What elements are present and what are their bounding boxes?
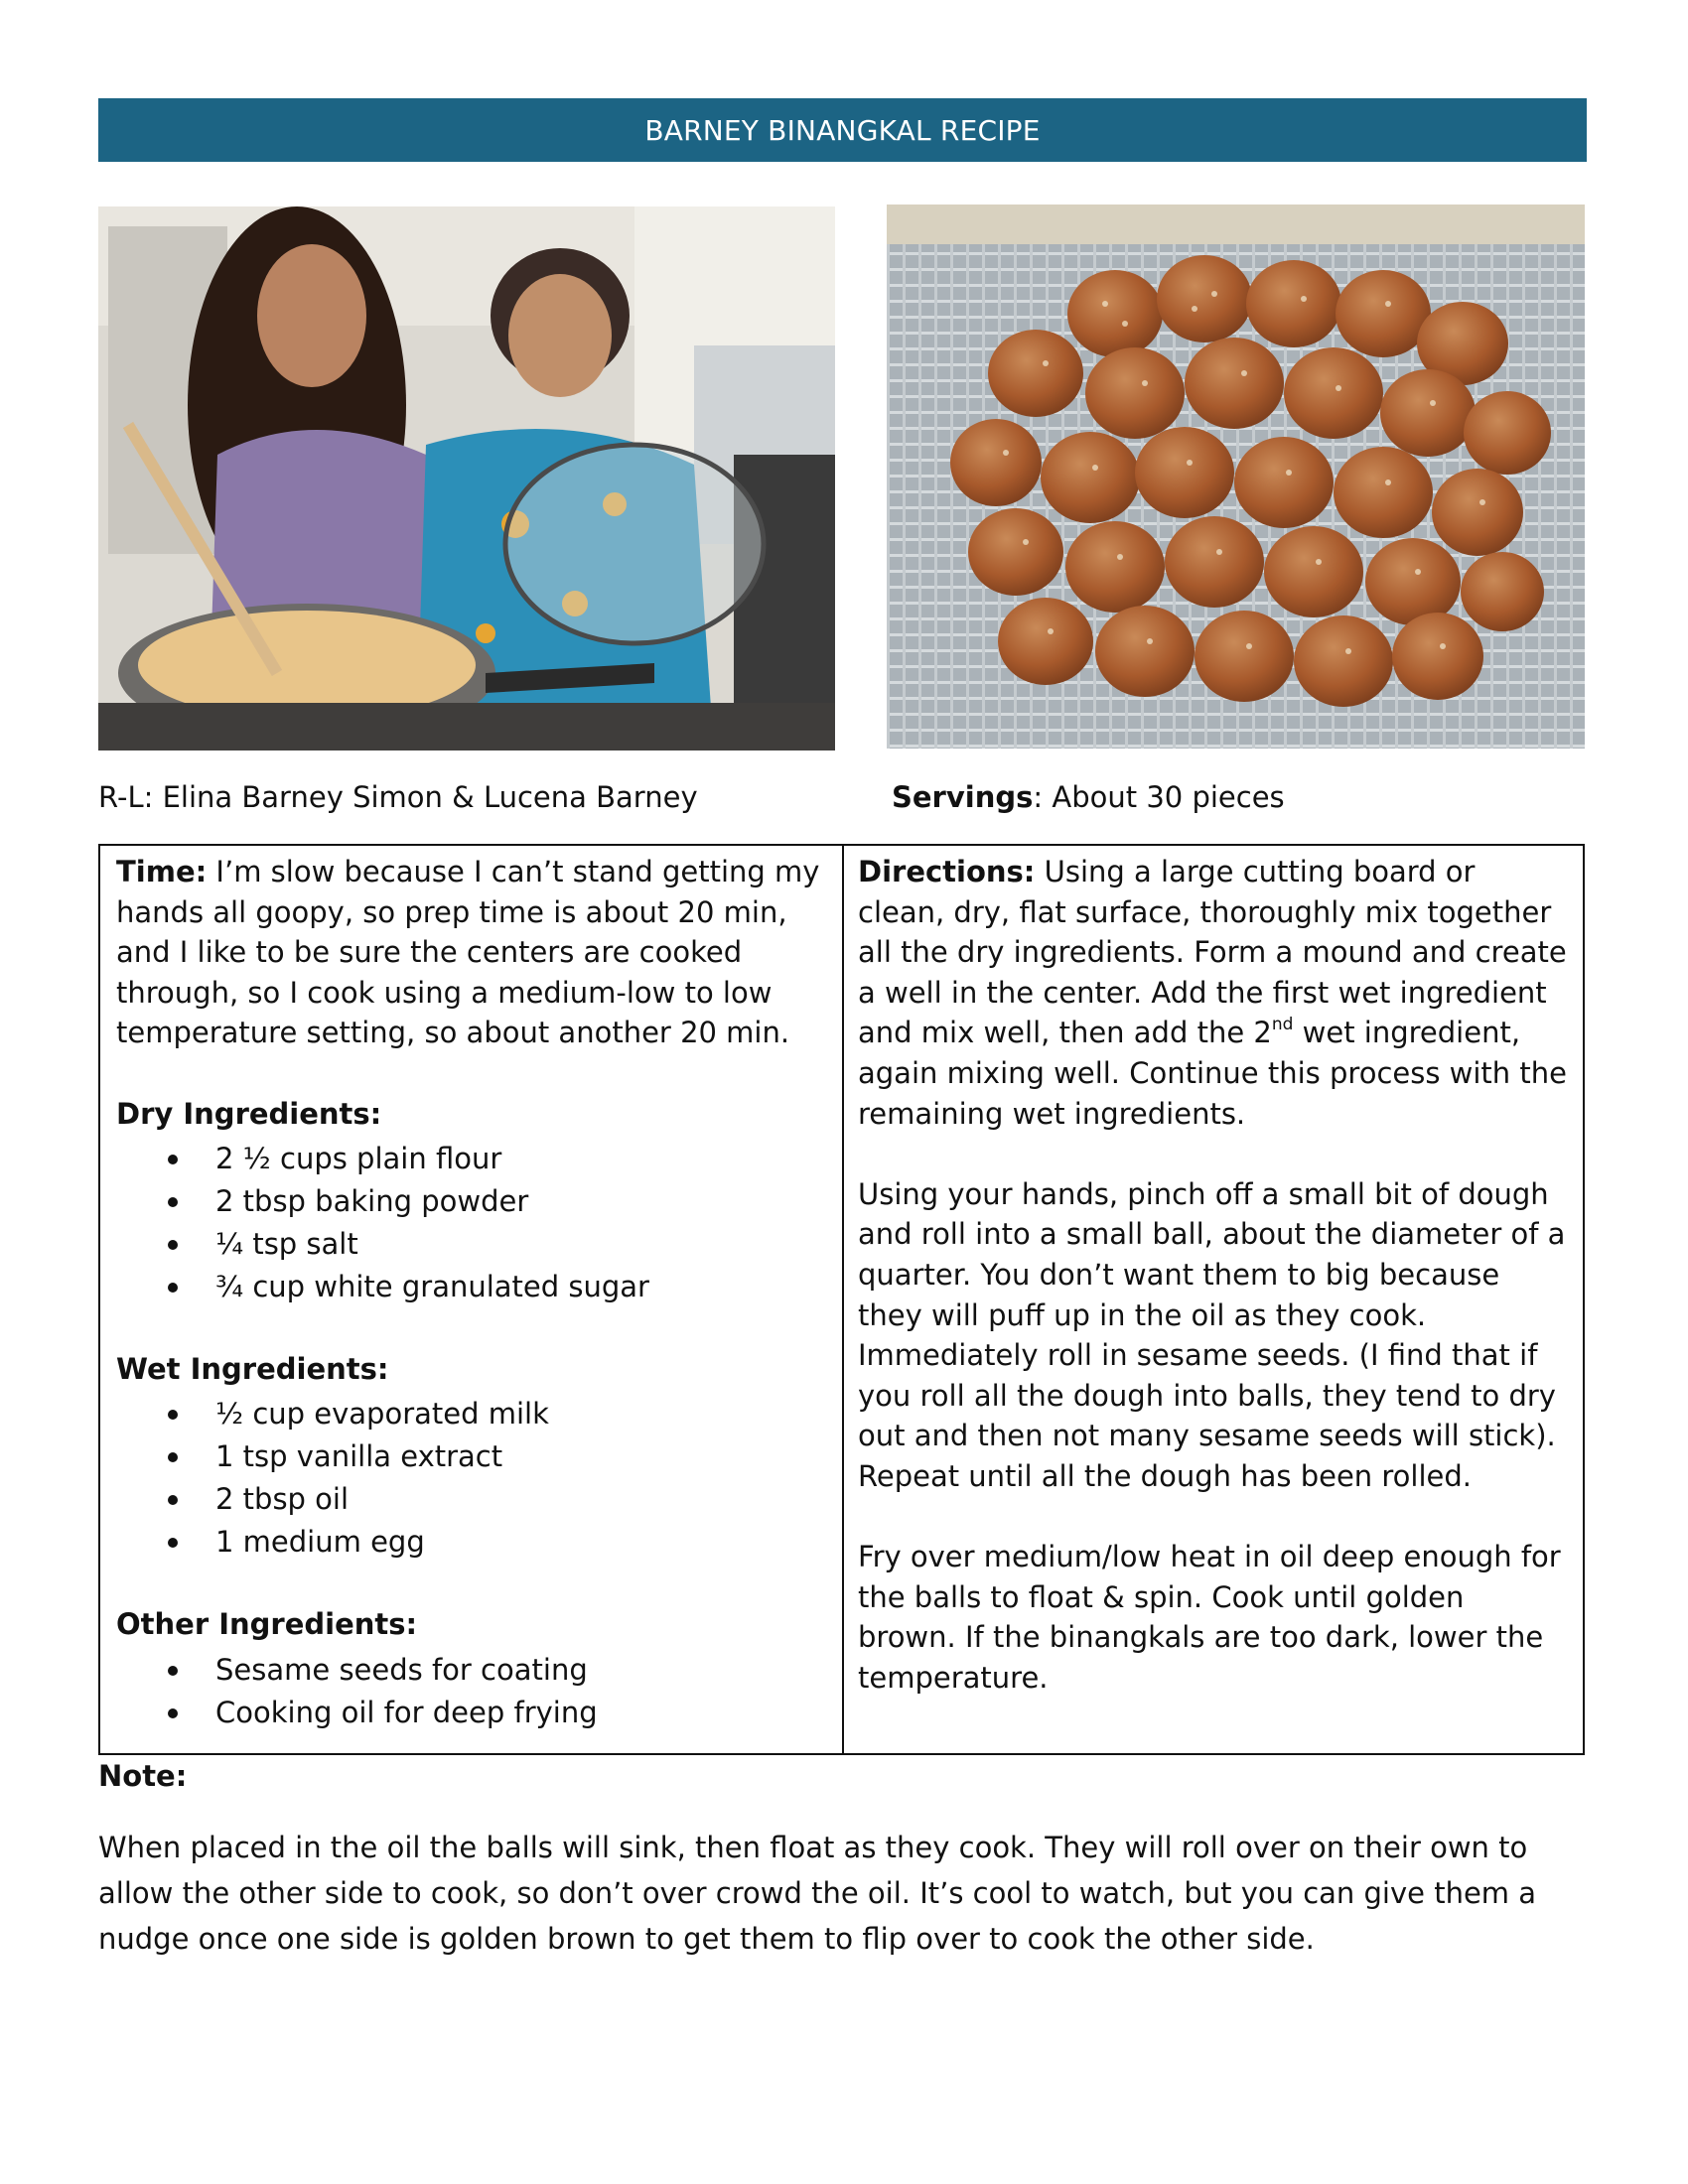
note-label: Note: xyxy=(98,1759,188,1793)
note-text: When placed in the oil the balls will sink, then float as they cook. They will roll over on their own to allow the other side to cook, so don’t over crowd the oil. It’s cool to watch, but you can give them a nudge once one side is golden brown to get them to flip over to cook the other side. xyxy=(98,1831,1537,1956)
list-item: 2 tbsp oil xyxy=(116,1478,828,1521)
servings-caption xyxy=(892,780,1285,814)
other-ingredients-list xyxy=(116,1649,828,1734)
list-item: ¾ cup white granulated sugar xyxy=(116,1266,828,1308)
title-banner xyxy=(98,98,1587,162)
servings-value: : About 30 pieces xyxy=(1033,780,1285,814)
time-paragraph xyxy=(116,852,828,1053)
photo-two-women-cooking xyxy=(98,206,835,751)
photo-caption-names: R-L: Elina Barney Simon & Lucena Barney xyxy=(98,780,698,814)
list-item: 2 ½ cups plain flour xyxy=(116,1138,828,1180)
list-item: ½ cup evaporated milk xyxy=(116,1393,828,1435)
directions-paragraph-1: Directions: Using a large cutting board or clean, dry, flat surface, thoroughly mix together all the dry ingredients. Form a mound and create a well in the center. Add the first wet ingredient and mix well, then add the 2nd wet ingredient, again mixing well. Continue this process with the remaining wet ingredients. xyxy=(858,855,1567,1131)
wet-ingredients-heading: Wet Ingredients: xyxy=(116,1351,389,1386)
list-item: 2 tbsp baking powder xyxy=(116,1180,828,1223)
directions-column xyxy=(844,846,1583,1753)
list-item: 1 medium egg xyxy=(116,1521,828,1564)
list-item: 1 tsp vanilla extract xyxy=(116,1435,828,1478)
list-item: Sesame seeds for coating xyxy=(116,1649,828,1692)
recipe-table xyxy=(98,844,1585,1755)
directions-paragraph-2: Using your hands, pinch off a small bit of dough and roll into a small ball, about the diameter of a quarter. You don’t want them to big because they will puff up in the oil as they cook. Immediately roll in sesame seeds. (I find that if you roll all the dough into balls, they tend to dry out and then not many sesame seeds will stick). Repeat until all the dough has been rolled. xyxy=(858,1176,1566,1493)
dry-ingredients-heading: Dry Ingredients: xyxy=(116,1096,382,1131)
photo-sesame-balls-on-rack xyxy=(887,205,1585,749)
other-ingredients-heading: Other Ingredients: xyxy=(116,1606,418,1641)
time-text: I’m slow because I can’t stand getting my hands all goopy, so prep time is about 20 min, and I like to be sure the centers are cooked through, so I cook using a medium-low to low temperature setting, so about another 20 min. xyxy=(116,855,820,1050)
list-item: Cooking oil for deep frying xyxy=(116,1692,828,1734)
dry-ingredients-list xyxy=(116,1138,828,1308)
ingredients-column xyxy=(100,846,844,1753)
directions-paragraph-3: Fry over medium/low heat in oil deep enough for the balls to float & spin. Cook until golden brown. If the binangkals are too dark, lower the temperature. xyxy=(858,1540,1561,1695)
page-title: BARNEY BINANGKAL RECIPE xyxy=(644,113,1041,147)
time-label: Time: xyxy=(116,855,208,888)
servings-label: Servings xyxy=(892,780,1034,814)
directions-label: Directions: xyxy=(858,855,1036,888)
wet-ingredients-list xyxy=(116,1393,828,1564)
list-item: ¼ tsp salt xyxy=(116,1223,828,1266)
